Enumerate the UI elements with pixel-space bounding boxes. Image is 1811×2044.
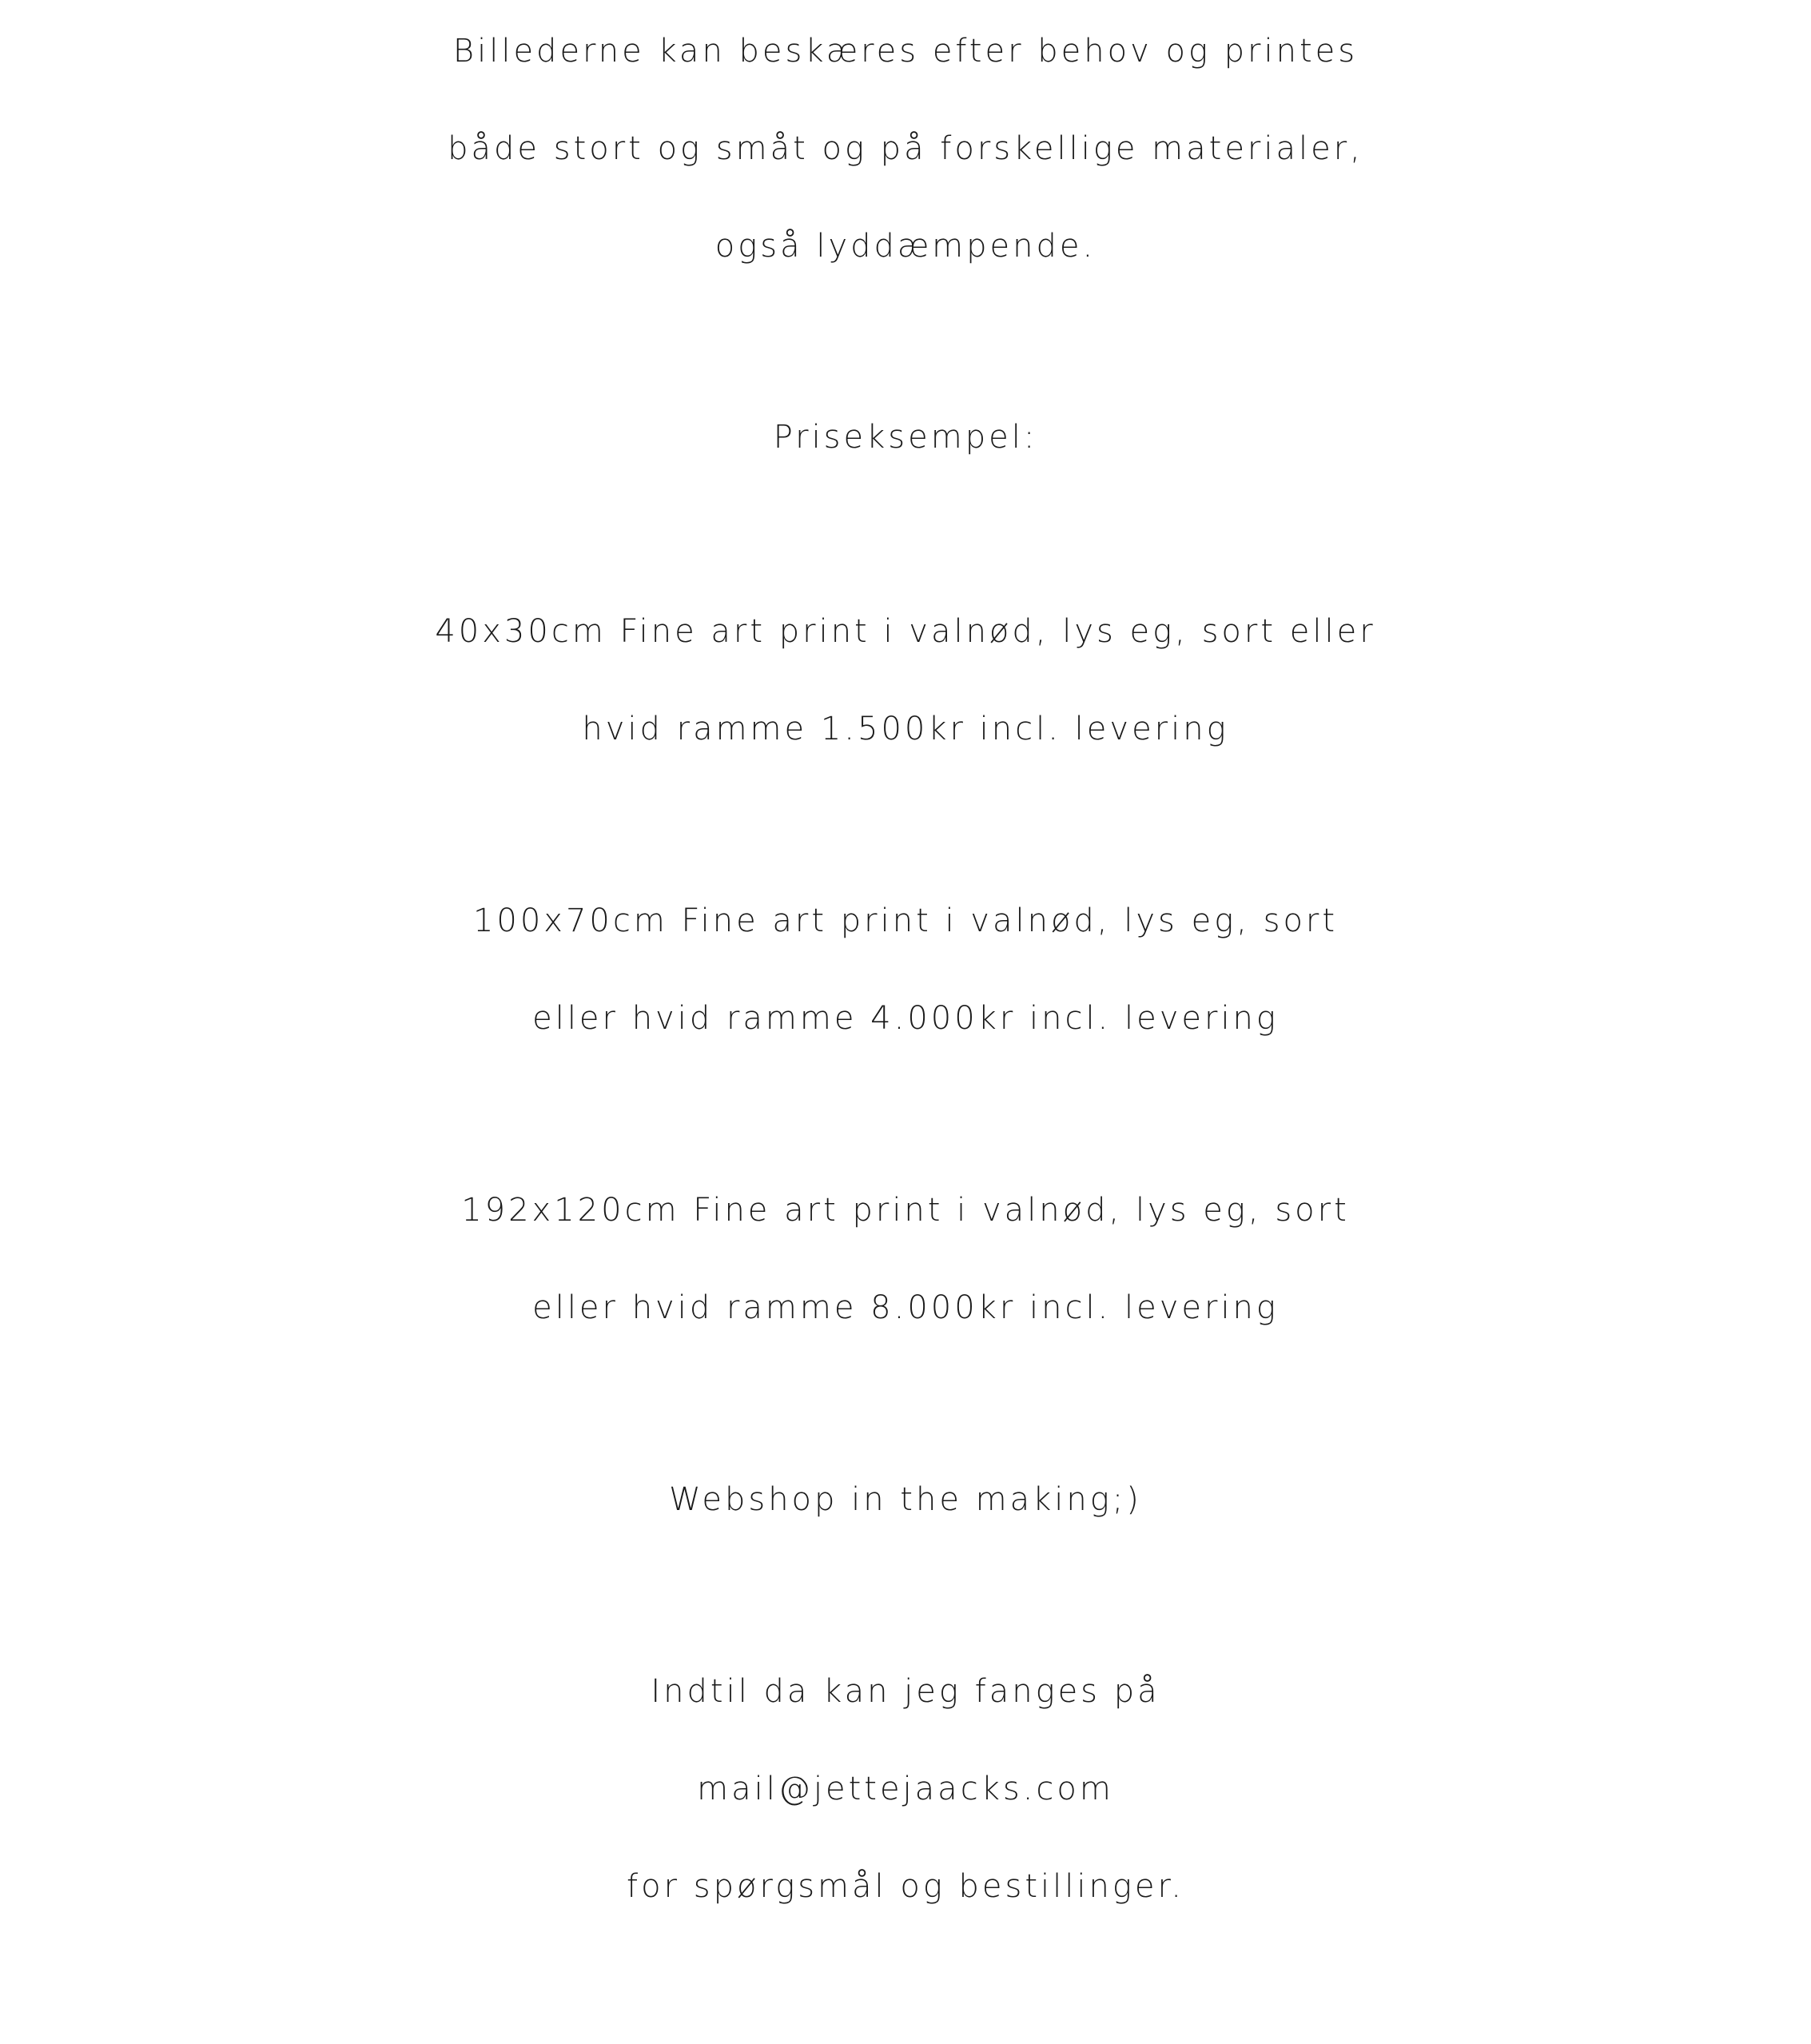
price-heading: Priseksempel:	[773, 419, 1038, 456]
contact-email[interactable]: mail@jettejaacks.com	[697, 1771, 1114, 1807]
intro-line-1: Billederne kan beskæres efter behov og printes	[452, 33, 1359, 70]
contact-line-3: for spørgsmål og bestillinger.	[627, 1868, 1184, 1905]
price-item-3-line-1: 192x120cm Fine art print i valnød, lys eg, sort	[461, 1192, 1350, 1229]
price-item-3-line-2: eller hvid ramme 8.000kr incl. levering	[532, 1289, 1279, 1326]
contact-line-1: Indtil da kan jeg fanges på	[651, 1673, 1160, 1710]
intro-line-3: også lyddæmpende.	[714, 228, 1097, 265]
price-item-2-line-1: 100x70cm Fine art print i valnød, lys eg, sort	[472, 902, 1339, 939]
price-item-1-line-2: hvid ramme 1.500kr incl. levering	[582, 711, 1229, 747]
webshop-note: Webshop in the making;)	[669, 1481, 1142, 1518]
intro-line-2: både stort og småt og på forskellige materialer,	[448, 130, 1363, 167]
price-item-2-line-2: eller hvid ramme 4.000kr incl. levering	[532, 1000, 1279, 1037]
price-item-1-line-1: 40x30cm Fine art print i valnød, lys eg, sort eller	[435, 613, 1376, 650]
